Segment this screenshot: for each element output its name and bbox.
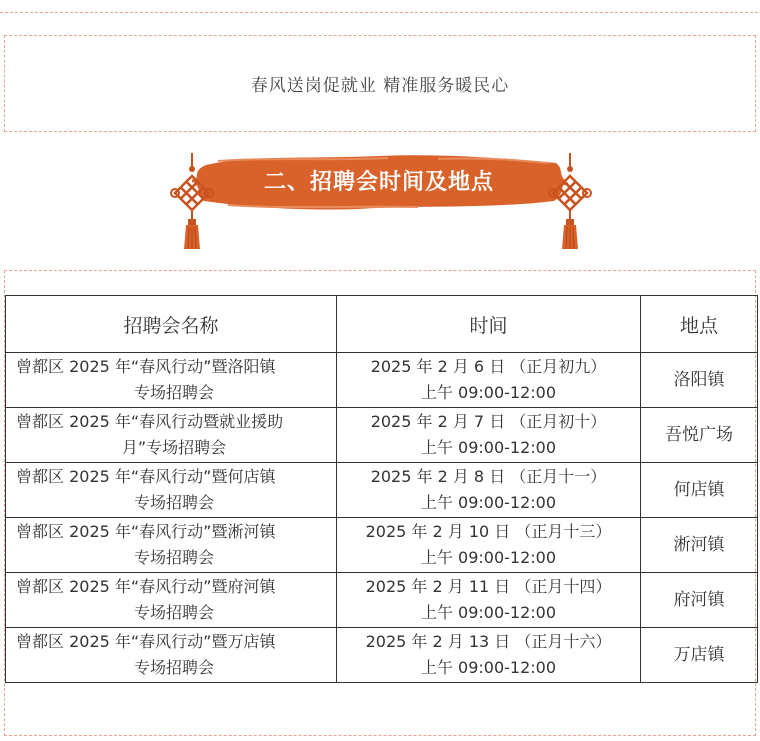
fair-hours: 上午 09:00-12:00 xyxy=(420,548,557,567)
schedule-table-container xyxy=(4,270,756,736)
fair-name-line1: 曾都区 2025 年“春风行动”暨淅河镇 xyxy=(16,522,276,541)
fair-name-line1: 曾都区 2025 年“春风行动”暨万店镇 xyxy=(16,632,276,651)
table-row xyxy=(6,408,758,463)
fair-name-cell xyxy=(6,628,337,683)
chinese-knot-icon xyxy=(545,153,595,253)
header-location: 地点 xyxy=(641,296,758,353)
fair-date: 2025 年 2 月 8 日 （正月十一） xyxy=(370,467,607,486)
fair-location: 吾悦广场 xyxy=(641,408,758,463)
fair-location: 何店镇 xyxy=(641,463,758,518)
header-time: 时间 xyxy=(337,296,641,353)
top-dashed-divider xyxy=(0,12,758,13)
fair-date: 2025 年 2 月 13 日 （正月十六） xyxy=(365,632,612,651)
fair-time-cell xyxy=(337,573,641,628)
table-row xyxy=(6,353,758,408)
fair-time-cell xyxy=(337,518,641,573)
fair-hours: 上午 09:00-12:00 xyxy=(420,658,557,677)
fair-time-cell xyxy=(337,463,641,518)
fair-time-cell xyxy=(337,628,641,683)
schedule-table xyxy=(5,295,758,683)
fair-name-line2: 专场招聘会 xyxy=(133,493,214,512)
table-header-row xyxy=(6,296,758,353)
fair-name-line1: 曾都区 2025 年“春风行动”暨洛阳镇 xyxy=(16,357,276,376)
table-row xyxy=(6,463,758,518)
fair-time-cell xyxy=(337,353,641,408)
fair-name-line2: 专场招聘会 xyxy=(133,658,214,677)
table-row xyxy=(6,628,758,683)
fair-name-line2: 月”专场招聘会 xyxy=(121,438,227,457)
section-title: 二、招聘会时间及地点 xyxy=(263,169,494,195)
fair-name-line1: 曾都区 2025 年“春风行动暨就业援助 xyxy=(16,412,284,431)
fair-location: 府河镇 xyxy=(641,573,758,628)
fair-name-line2: 专场招聘会 xyxy=(133,603,214,622)
header-name: 招聘会名称 xyxy=(6,296,337,353)
fair-location: 万店镇 xyxy=(641,628,758,683)
slogan-text: 春风送岗促就业 精准服务暖民心 xyxy=(250,76,510,96)
slogan-box xyxy=(4,35,756,132)
fair-hours: 上午 09:00-12:00 xyxy=(420,603,557,622)
fair-name-cell xyxy=(6,518,337,573)
fair-date: 2025 年 2 月 7 日 （正月初十） xyxy=(370,412,607,431)
fair-name-line2: 专场招聘会 xyxy=(133,383,214,402)
fair-hours: 上午 09:00-12:00 xyxy=(420,438,557,457)
fair-name-cell xyxy=(6,463,337,518)
fair-name-cell xyxy=(6,573,337,628)
chinese-knot-icon xyxy=(167,153,217,253)
fair-name-line1: 曾都区 2025 年“春风行动”暨何店镇 xyxy=(16,467,276,486)
fair-location: 洛阳镇 xyxy=(641,353,758,408)
fair-hours: 上午 09:00-12:00 xyxy=(420,383,557,402)
fair-location: 淅河镇 xyxy=(641,518,758,573)
table-row xyxy=(6,518,758,573)
fair-name-cell xyxy=(6,353,337,408)
fair-date: 2025 年 2 月 10 日 （正月十三） xyxy=(365,522,612,541)
fair-name-line2: 专场招聘会 xyxy=(133,548,214,567)
fair-name-line1: 曾都区 2025 年“春风行动”暨府河镇 xyxy=(16,577,276,596)
fair-name-cell xyxy=(6,408,337,463)
fair-date: 2025 年 2 月 11 日 （正月十四） xyxy=(365,577,612,596)
table-row xyxy=(6,573,758,628)
fair-time-cell xyxy=(337,408,641,463)
section-header xyxy=(0,145,760,255)
fair-hours: 上午 09:00-12:00 xyxy=(420,493,557,512)
fair-date: 2025 年 2 月 6 日 （正月初九） xyxy=(370,357,607,376)
